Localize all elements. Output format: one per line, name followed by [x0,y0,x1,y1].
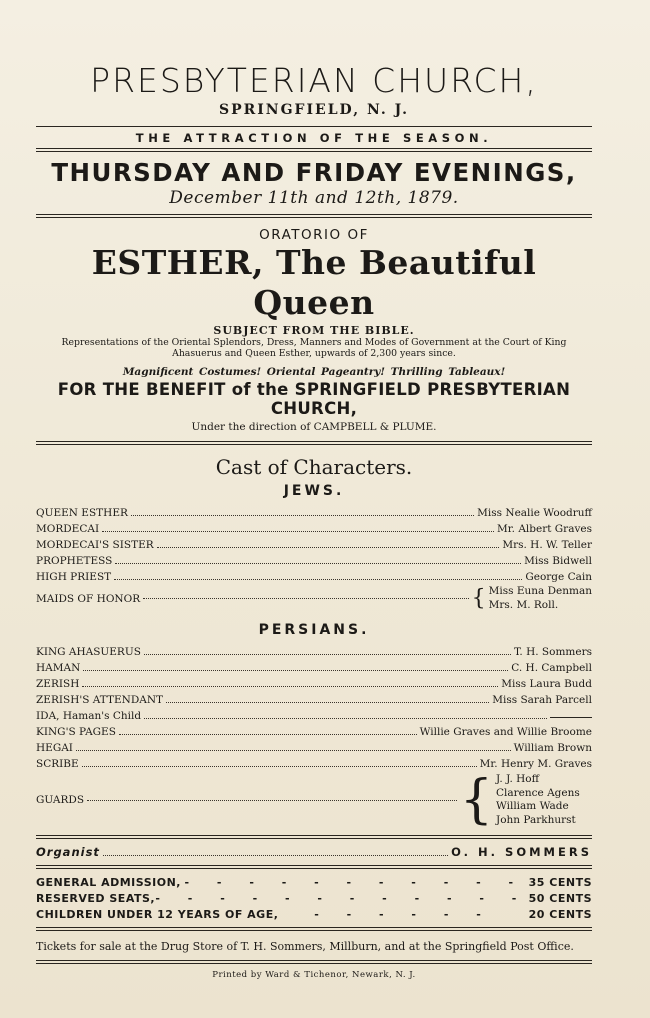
cast-row [36,754,592,770]
actor-name: Mrs. M. Roll. [488,598,559,611]
actor-name: Mr. Albert Graves [497,523,592,535]
role-name: KING'S PAGES [36,726,116,738]
actor-name: William Wade [496,800,569,812]
leader-dots [102,531,494,532]
leader-dots [114,579,522,580]
role-name: QUEEN ESTHER [36,507,128,519]
leader-dashes: - - - - - - - - - - - [184,876,526,889]
admission-list [36,873,592,921]
role-name: HAMAN [36,662,81,674]
leader-dots [119,734,417,735]
actor-name: C. H. Campbell [511,662,592,674]
highlights-line: Magnificent Costumes! Oriental Pageantry! Thrilling Tableaux! [122,366,506,378]
role-name: IDA, Haman's Child [36,710,142,722]
double-divider [36,835,592,839]
cast-group-guards [36,770,592,830]
role-name: HEGAI [36,742,73,754]
actor-name: George Cain [525,571,592,583]
double-divider [36,441,592,445]
playbill-content [36,62,592,980]
cast-row [36,551,592,567]
brace-glyph: { [471,585,486,611]
actor-name: John Parkhurst [496,813,576,826]
admission-price: 35 CENTS [528,876,592,889]
organist-label: Organist [36,845,100,859]
performance-dates: December 11th and 12th, 1879. [169,188,459,208]
role-name: ZERISH [36,678,80,690]
actor-name: William Brown [513,742,592,754]
actor-name: Miss Sarah Parcell [492,694,592,706]
cast-row [36,706,592,722]
actor-name: T. H. Sommers [513,646,592,658]
leader-dashes: - - - - - - [314,908,493,921]
leader-dots [76,750,511,751]
brace-glyph: { [459,770,493,830]
cast-row [36,674,592,690]
actor-name: Miss Nealie Woodruff [477,507,592,519]
admission-label: CHILDREN UNDER 12 YEARS OF AGE, [36,908,279,921]
actor-name: Miss Bidwell [524,555,592,567]
double-divider [36,865,592,869]
benefit-line: FOR THE BENEFIT of the SPRINGFIELD PRESBYTERIAN CHURCH, [57,380,571,418]
role-name: PROPHETESS [36,555,113,567]
cast-row [36,519,592,535]
leader-dots [82,766,477,767]
actor-name: Mrs. H. W. Teller [502,539,592,551]
leader-dashes: - - - - - - - - - - - - [155,892,529,905]
admission-label: RESERVED SEATS, [36,892,156,905]
role-name: KING AHASUERUS [36,646,141,658]
double-divider [36,148,592,152]
leader-dots [143,598,468,599]
leader-dots [115,563,521,564]
leader-dots [131,515,474,516]
admission-row [36,889,592,905]
role-name: ZERISH'S ATTENDANT [36,694,164,706]
printer-credit: Printed by Ward & Tichenor, Newark, N. J. [212,970,416,980]
leader-dots [166,702,489,703]
persians-heading: PERSIANS. [258,622,370,638]
leader-dots [82,686,498,687]
cast-row [36,535,592,551]
role-name: MORDECAI [36,523,100,535]
leader-dots [103,855,448,856]
cast-row [36,738,592,754]
cast-heading: Cast of Characters. [215,455,413,479]
role-name: GUARDS [36,794,85,806]
actor-name: Miss Euna Denman [488,585,592,597]
actor-name: Clarence Agens [496,786,580,799]
actor-name [550,717,592,718]
leader-dots [144,718,547,719]
double-divider [36,214,592,218]
representations-text: Representations of the Oriental Splendors, Dress, Manners and Modes of Government at the Court of King Ahasuerus and Queen Esther, upwards of 2,300 years since. [61,337,567,359]
location: SPRINGFIELD, N. J. [218,102,410,118]
cast-group-maids [36,585,592,612]
organist-line [36,841,592,859]
cast-row [36,642,592,658]
church-title: PRESBYTERIAN CHURCH, [90,61,538,100]
admission-row [36,905,592,921]
show-title: ESTHER, The Beautiful Queen [91,243,537,322]
subject-line: SUBJECT FROM THE BIBLE. [213,324,415,337]
role-name: SCRIBE [36,758,79,770]
admission-row [36,873,592,889]
role-name: HIGH PRIEST [36,571,112,583]
tickets-info: Tickets for sale at the Drug Store of T. H. Sommers, Millburn, and at the Springfield Post Office. [36,940,574,953]
oratorio-label: ORATORIO OF [259,227,369,243]
cast-row [36,722,592,738]
leader-dots [83,670,508,671]
actor-name: Willie Graves and Willie Broome [419,726,592,738]
cast-row [36,658,592,674]
actor-name: Miss Laura Budd [501,678,592,690]
cast-row [36,503,592,519]
admission-price: 50 CENTS [528,892,592,905]
role-name: MORDECAI'S SISTER [36,539,154,551]
actor-name: Mr. Henry M. Graves [479,758,592,770]
cast-row [36,567,592,583]
role-name: MAIDS OF HONOR [36,592,141,605]
jews-cast-list [36,503,592,612]
actor-name: J. J. Hoff [496,773,540,785]
admission-price: 20 CENTS [528,908,592,921]
leader-dots [87,800,457,801]
organist-name: O. H. SOMMERS [451,845,592,859]
actor-names [496,773,592,827]
actor-names [489,585,592,612]
persians-cast-list [36,642,592,830]
leader-dots [157,547,500,548]
jews-heading: JEWS. [283,483,345,499]
double-divider [36,927,592,931]
cast-row [36,690,592,706]
leader-dots [144,654,511,655]
evenings-heading: THURSDAY AND FRIDAY EVENINGS, [51,158,577,187]
attraction-line: THE ATTRACTION OF THE SEASON. [135,131,493,145]
double-divider [36,960,592,964]
admission-label: GENERAL ADMISSION, [36,876,181,889]
direction-line: Under the direction of CAMPBELL & PLUME. [191,421,437,433]
